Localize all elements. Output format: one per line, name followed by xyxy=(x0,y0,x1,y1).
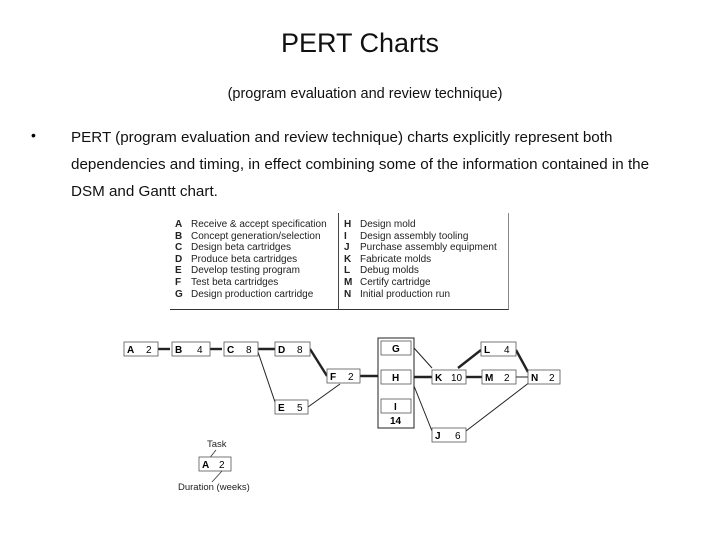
edge-l-n xyxy=(516,350,528,372)
node-m xyxy=(482,370,516,384)
node-k-task: K xyxy=(435,373,443,384)
legend-label: Produce beta cartridges xyxy=(191,253,298,265)
edge-d-f xyxy=(310,349,327,376)
node-m-task: M xyxy=(485,373,494,384)
group-duration: 14 xyxy=(390,416,402,427)
edge-i-j xyxy=(414,386,432,431)
node-a xyxy=(124,342,158,356)
node-n xyxy=(528,370,560,384)
legend-label: Design production cartridge xyxy=(191,288,314,300)
node-j xyxy=(432,428,466,442)
legend-key: I xyxy=(344,230,347,242)
node-c xyxy=(224,342,258,356)
pert-edges xyxy=(158,348,530,431)
node-b-task: B xyxy=(175,345,183,356)
node-j-duration: 6 xyxy=(455,431,461,442)
slide-subtitle: (program evaluation and review technique) xyxy=(227,86,503,102)
node-l xyxy=(481,342,516,356)
node-c-duration: 8 xyxy=(246,345,252,356)
node-d xyxy=(275,342,310,356)
legend-label: Fabricate molds xyxy=(360,253,432,265)
node-f-task: F xyxy=(330,372,337,383)
legend-label: Certify cartridge xyxy=(360,276,431,288)
node-h-task: H xyxy=(392,373,400,384)
slide-title: PERT Charts xyxy=(280,28,440,58)
node-n-duration: 2 xyxy=(549,373,555,384)
pert-key xyxy=(178,439,250,493)
legend-label: Design mold xyxy=(360,219,416,230)
key-example-duration: 2 xyxy=(219,460,225,471)
legend-label: Concept generation/selection xyxy=(191,230,321,242)
edge-c-e xyxy=(258,352,276,405)
node-g xyxy=(381,341,411,355)
node-k-duration: 10 xyxy=(451,373,463,384)
key-duration-label: Duration (weeks) xyxy=(178,482,250,493)
bullet-marker: • xyxy=(31,127,36,143)
key-example-task: A xyxy=(202,460,210,471)
edge-j-n xyxy=(466,382,530,431)
legend-label: Purchase assembly equipment xyxy=(360,242,497,254)
legend-key: L xyxy=(344,265,351,277)
node-h xyxy=(381,370,411,384)
legend-key: G xyxy=(175,288,183,300)
node-g-task: G xyxy=(392,344,400,355)
legend-label: Test beta cartridges xyxy=(191,276,279,288)
legend-key: D xyxy=(175,253,183,265)
legend-key: K xyxy=(344,253,352,265)
edge-k-l xyxy=(458,350,481,368)
legend-label: Initial production run xyxy=(360,288,451,300)
legend-key: F xyxy=(175,276,182,288)
legend-key: N xyxy=(344,288,352,300)
legend-key: H xyxy=(344,219,352,230)
node-c-task: C xyxy=(227,345,235,356)
node-f-duration: 2 xyxy=(348,372,354,383)
node-e-task: E xyxy=(278,403,285,414)
node-n-task: N xyxy=(531,373,539,384)
node-l-task: L xyxy=(484,345,491,356)
legend-label: Develop testing program xyxy=(191,265,300,277)
legend-key: C xyxy=(175,242,183,254)
node-i-task: I xyxy=(394,402,397,413)
node-d-task: D xyxy=(278,345,286,356)
edge-e-f xyxy=(308,384,340,407)
node-m-duration: 2 xyxy=(504,373,510,384)
legend-key: A xyxy=(175,219,183,230)
key-duration-pointer xyxy=(212,471,222,482)
pert-nodes xyxy=(124,341,560,442)
node-l-duration: 4 xyxy=(504,345,510,356)
node-e-duration: 5 xyxy=(297,403,303,414)
node-a-task: A xyxy=(127,345,135,356)
legend-label: Receive & accept specification xyxy=(191,219,327,230)
legend-key: M xyxy=(344,276,353,288)
node-b xyxy=(172,342,210,356)
edge-g-k xyxy=(414,348,432,368)
node-d-duration: 8 xyxy=(297,345,303,356)
node-j-task: J xyxy=(435,431,441,442)
legend-label: Design assembly tooling xyxy=(360,230,469,242)
legend-label: Design beta cartridges xyxy=(191,242,292,254)
key-task-label: Task xyxy=(207,439,227,450)
legend-key: B xyxy=(175,230,183,242)
legend-key: E xyxy=(175,265,182,277)
node-e xyxy=(275,400,308,414)
node-k xyxy=(432,370,466,384)
bullet-text: PERT (program evaluation and review technique) charts explicitly represent both dependencies and timing, in effect combining some of the information contained in the DSM and Gantt chart. xyxy=(71,129,650,200)
node-f xyxy=(327,369,360,383)
node-a-duration: 2 xyxy=(146,345,152,356)
legend-key: J xyxy=(344,242,350,254)
node-b-duration: 4 xyxy=(197,345,203,356)
legend-label: Debug molds xyxy=(360,265,419,277)
